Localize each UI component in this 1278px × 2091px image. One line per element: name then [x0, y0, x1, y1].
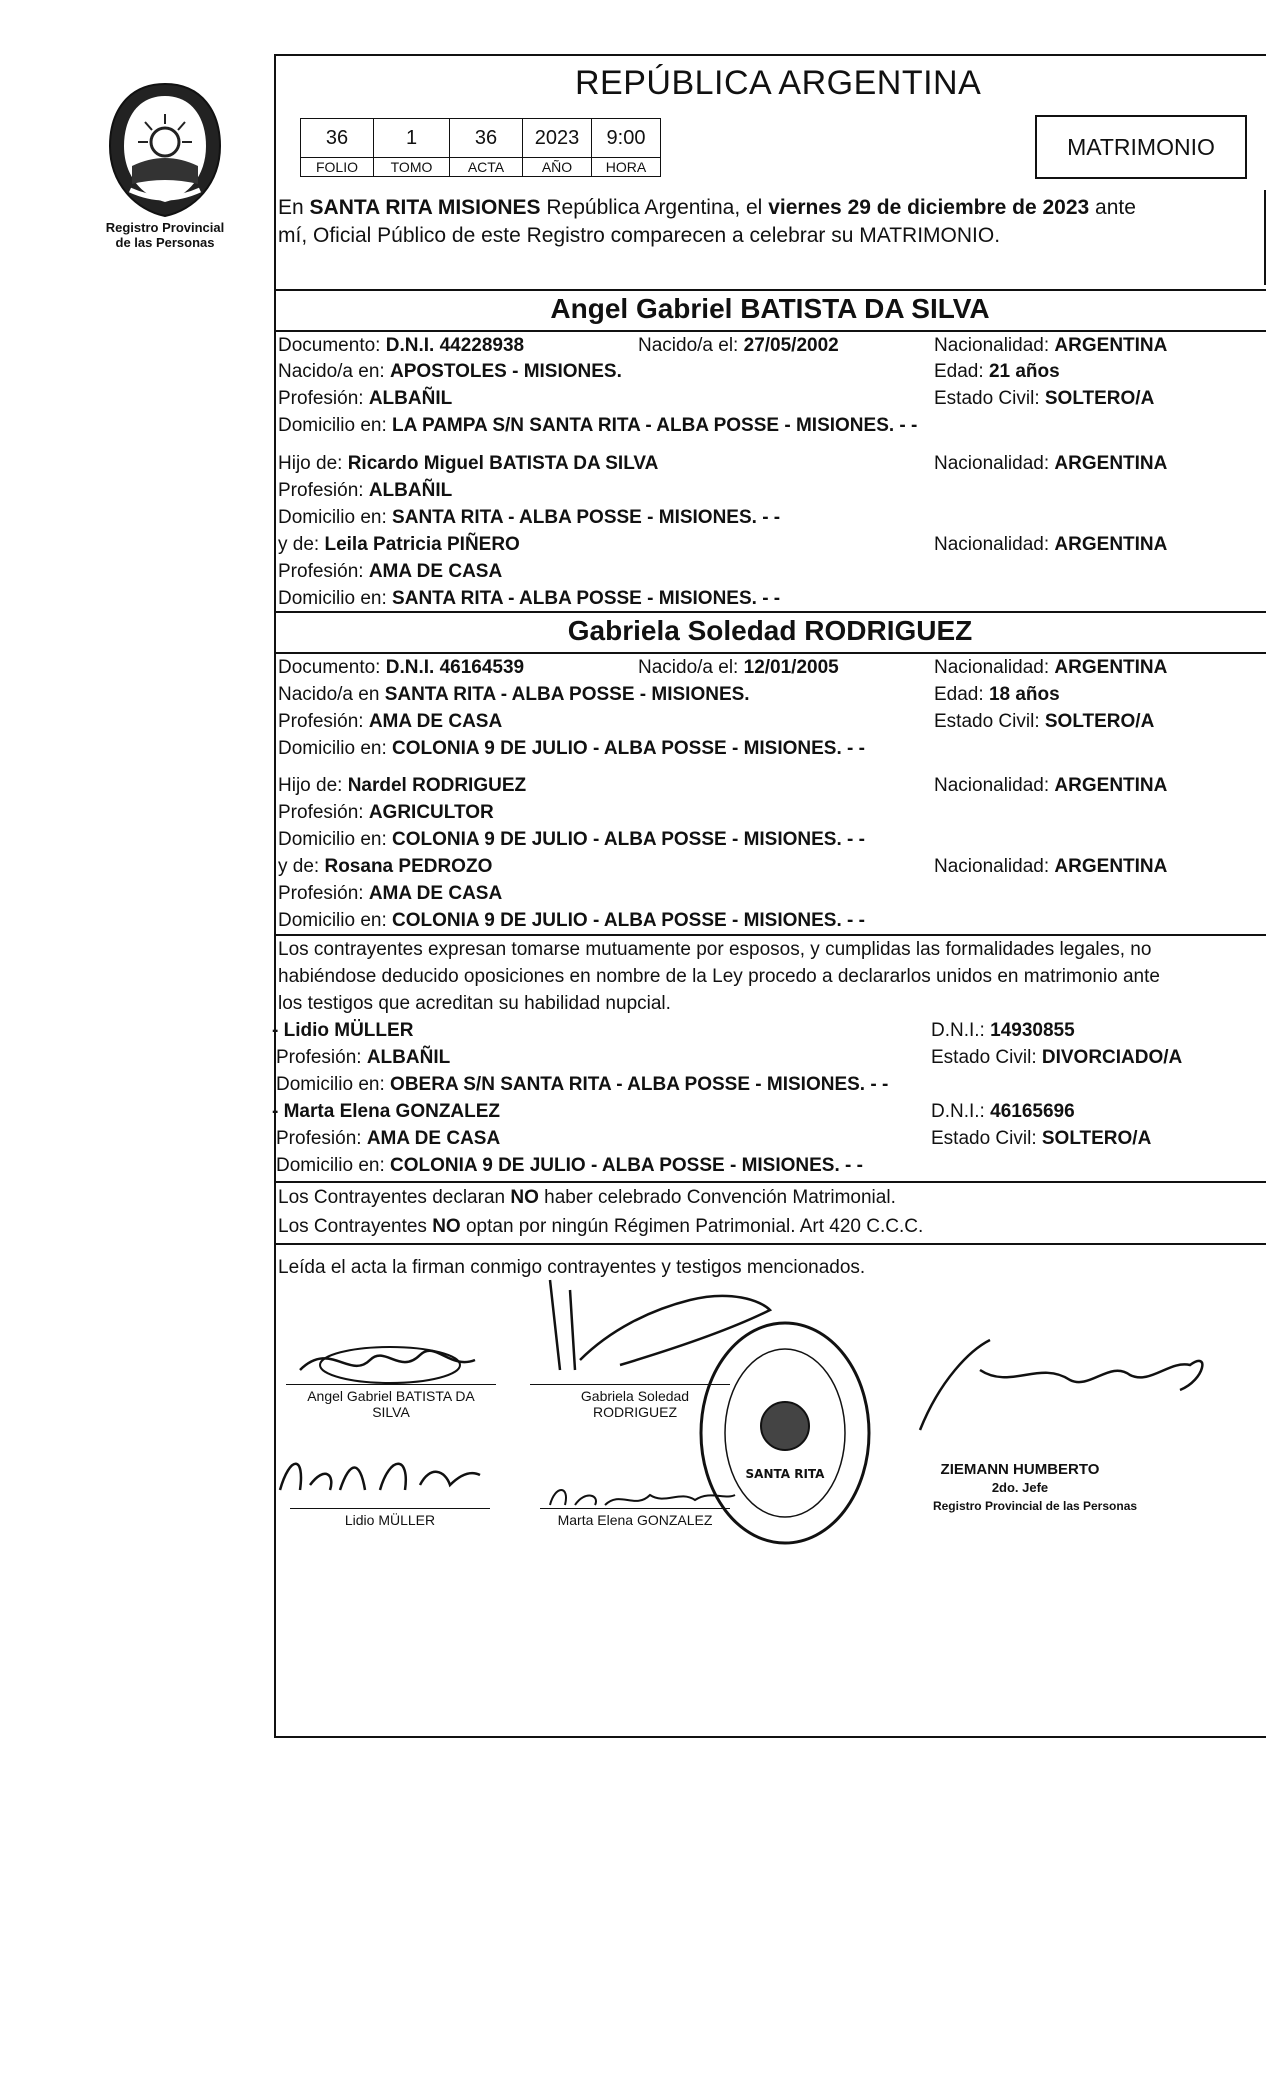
value: SANTA RITA - ALBA POSSE - MISIONES. - - — [392, 588, 781, 609]
value: APOSTOLES - MISIONES. — [389, 361, 622, 382]
declaration-line-3: los testigos que acreditan su habilidad nupcial. — [278, 993, 671, 1014]
registry-caption-line1: Registro Provincial — [105, 220, 225, 235]
year-value: 2023 — [523, 119, 592, 158]
label: y de: — [278, 534, 325, 555]
spouse2-mother-profession — [278, 882, 502, 906]
value: AMA DE CASA — [366, 1128, 501, 1149]
spouse1-birthdate — [638, 334, 839, 358]
value: D.N.I. 44228938 — [385, 335, 525, 356]
time-value: 9:00 — [592, 119, 661, 158]
label: Estado Civil: — [934, 388, 1045, 409]
label: Estado Civil: — [934, 711, 1045, 732]
intro-line-2: mí, Oficial Público de este Registro comparecen a celebrar su MATRIMONIO. — [278, 224, 1001, 247]
value: ARGENTINA — [1054, 657, 1168, 678]
label: Profesión: — [278, 561, 369, 582]
witness1-profession — [276, 1046, 450, 1070]
spouse2-name: Gabriela Soledad RODRIGUEZ — [567, 615, 973, 646]
spouse2-birthdate — [638, 656, 839, 680]
spouse1-nationality — [934, 334, 1167, 358]
value: Nardel RODRIGUEZ — [347, 775, 527, 796]
registry-caption — [84, 220, 246, 250]
regime-line-1 — [278, 1186, 896, 1210]
spouse2-address — [278, 737, 865, 761]
label: Profesión: — [278, 388, 369, 409]
label: Nacionalidad: — [934, 856, 1055, 877]
divider-line — [274, 652, 1266, 654]
time-label: HORA — [592, 158, 661, 177]
value: ALBAÑIL — [368, 388, 453, 409]
caption-line: RODRIGUEZ — [593, 1404, 677, 1420]
witness1-signature — [270, 1445, 490, 1505]
intro-text: República Argentina, el — [540, 196, 769, 219]
spouse1-profession — [278, 387, 452, 411]
spouse2-age — [934, 683, 1060, 707]
label: Domicilio en: — [278, 829, 393, 850]
stamp-center-text: SANTA RITA — [745, 1467, 825, 1481]
witness2-name: - Marta Elena GONZALEZ — [272, 1101, 501, 1122]
spouse2-mother-address — [278, 909, 865, 933]
text-bold: NO — [432, 1216, 461, 1237]
act-type-box: MATRIMONIO — [1035, 115, 1247, 179]
spouse1-mother-nationality — [934, 533, 1167, 557]
spouse1-civil-status — [934, 387, 1154, 411]
witness1-address — [276, 1073, 888, 1097]
declaration-line-2: habiéndose deducido oposiciones en nombre de la Ley procedo a declararlos unidos en matrimonio ante — [278, 966, 1160, 987]
intro-place: SANTA RITA MISIONES — [309, 196, 541, 219]
record-grid — [300, 118, 661, 177]
intro-text: ante — [1089, 196, 1136, 219]
value: ALBAÑIL — [366, 1047, 451, 1068]
spouse1-document — [278, 334, 524, 358]
label: Profesión: — [276, 1047, 367, 1068]
spouse2-profession — [278, 710, 502, 734]
spouse2-father — [278, 774, 526, 798]
document-title: REPÚBLICA ARGENTINA — [575, 64, 982, 102]
acta-label: ACTA — [450, 158, 523, 177]
value: Rosana PEDROZO — [324, 856, 493, 877]
value: SANTA RITA - ALBA POSSE - MISIONES. — [384, 684, 750, 705]
value: AMA DE CASA — [368, 883, 503, 904]
tomo-label: TOMO — [374, 158, 450, 177]
divider-line — [274, 934, 1266, 936]
spouse2-signature-caption — [560, 1388, 710, 1420]
spouse2-nationality — [934, 656, 1167, 680]
divider-line — [274, 330, 1266, 332]
acta-value: 36 — [450, 119, 523, 158]
value: OBERA S/N SANTA RITA - ALBA POSSE - MISIONES. - - — [390, 1074, 889, 1095]
caption-line: Angel Gabriel BATISTA DA — [307, 1388, 475, 1404]
label: Hijo de: — [278, 453, 348, 474]
divider-line — [274, 1243, 1266, 1245]
label: Hijo de: — [278, 775, 348, 796]
label: Domicilio en: — [278, 738, 393, 759]
folio-value: 36 — [301, 119, 374, 158]
value: COLONIA 9 DE JULIO - ALBA POSSE - MISIONES. - - — [392, 910, 865, 931]
spouse1-address — [278, 414, 917, 438]
value: ALBAÑIL — [368, 480, 453, 501]
value: SOLTERO/A — [1044, 711, 1155, 732]
caption-line: SILVA — [372, 1404, 410, 1420]
label: Domicilio en: — [278, 507, 393, 528]
value: ARGENTINA — [1054, 856, 1168, 877]
spouse1-father-profession — [278, 479, 452, 503]
label: Profesión: — [276, 1128, 367, 1149]
label: Edad: — [934, 361, 989, 382]
value: 14930855 — [990, 1020, 1075, 1041]
label: Nacionalidad: — [934, 775, 1055, 796]
value: SOLTERO/A — [1041, 1128, 1152, 1149]
label: D.N.I.: — [931, 1020, 991, 1041]
witness2-dni — [931, 1100, 1075, 1124]
spouse1-name: Angel Gabriel BATISTA DA SILVA — [550, 293, 990, 324]
value: SANTA RITA - ALBA POSSE - MISIONES. - - — [392, 507, 781, 528]
spouse2-father-profession — [278, 801, 494, 825]
text: haber celebrado Convención Matrimonial. — [538, 1187, 896, 1208]
closing-statement: Leída el acta la firman conmigo contrayentes y testigos mencionados. — [278, 1257, 866, 1278]
spouse1-mother — [278, 533, 520, 557]
label: Edad: — [934, 684, 989, 705]
declaration-line-1: Los contrayentes expresan tomarse mutuamente por esposos, y cumplidas las formalidades legales, no — [278, 939, 1152, 960]
value: COLONIA 9 DE JULIO - ALBA POSSE - MISIONES. - - — [390, 1155, 863, 1176]
label: Documento: — [278, 657, 386, 678]
spouse2-document — [278, 656, 524, 680]
value: Ricardo Miguel BATISTA DA SILVA — [347, 453, 659, 474]
spouse2-father-address — [278, 828, 865, 852]
divider-line — [274, 611, 1266, 613]
value: 12/01/2005 — [743, 657, 839, 678]
signature-line — [286, 1384, 496, 1385]
value: 18 años — [988, 684, 1060, 705]
spouse2-civil-status — [934, 710, 1154, 734]
spouse2-mother — [278, 855, 492, 879]
spouse1-father-nationality — [934, 452, 1167, 476]
witness1-name: - Lidio MÜLLER — [272, 1020, 414, 1041]
official-role: 2do. Jefe — [991, 1480, 1049, 1495]
spouse2-father-nationality — [934, 774, 1167, 798]
label: Domicilio en: — [278, 588, 393, 609]
regime-line-2 — [278, 1215, 923, 1239]
value: ARGENTINA — [1054, 335, 1168, 356]
intro-text: En — [278, 196, 310, 219]
official-office: Registro Provincial de las Personas — [932, 1499, 1138, 1513]
label: Nacionalidad: — [934, 657, 1055, 678]
label: Nacido/a el: — [638, 657, 744, 678]
value: SOLTERO/A — [1044, 388, 1155, 409]
spouse1-father-address — [278, 506, 780, 530]
witness1-dni — [931, 1019, 1075, 1043]
label: Nacionalidad: — [934, 453, 1055, 474]
label: Nacido/a el: — [638, 335, 744, 356]
official-stamp — [695, 1318, 875, 1548]
label: Nacionalidad: — [934, 534, 1055, 555]
year-label: AÑO — [523, 158, 592, 177]
folio-label: FOLIO — [301, 158, 374, 177]
caption-line: Gabriela Soledad — [580, 1388, 690, 1404]
divider-line — [274, 1181, 1266, 1183]
label: Profesión: — [278, 883, 369, 904]
registry-caption-line2: de las Personas — [115, 235, 215, 250]
value: AGRICULTOR — [368, 802, 494, 823]
intro-line-1 — [278, 196, 1136, 220]
frame-right-line — [1264, 190, 1266, 285]
signature-line — [290, 1508, 490, 1509]
label: Domicilio en: — [276, 1074, 391, 1095]
witness2-profession — [276, 1127, 500, 1151]
label: Nacido/a en: — [278, 361, 390, 382]
witness2-address — [276, 1154, 863, 1178]
provincial-seal-logo — [100, 80, 230, 220]
spouse1-father — [278, 452, 658, 476]
label: Nacido/a en — [278, 684, 385, 705]
text: Los Contrayentes — [278, 1216, 433, 1237]
value: AMA DE CASA — [368, 711, 503, 732]
value: Leila Patricia PIÑERO — [324, 534, 520, 555]
value: DIVORCIADO/A — [1041, 1047, 1183, 1068]
spouse1-mother-profession — [278, 560, 502, 584]
spouse1-birthplace — [278, 360, 622, 384]
value: COLONIA 9 DE JULIO - ALBA POSSE - MISIONES. - - — [392, 738, 865, 759]
label: Profesión: — [278, 802, 369, 823]
spouse2-birthplace — [278, 683, 750, 707]
spouse1-mother-address — [278, 587, 780, 611]
value: ARGENTINA — [1054, 453, 1168, 474]
value: D.N.I. 46164539 — [385, 657, 525, 678]
divider-line — [274, 289, 1266, 291]
label: Estado Civil: — [931, 1128, 1042, 1149]
text: Los Contrayentes declaran — [278, 1187, 511, 1208]
tomo-value: 1 — [374, 119, 450, 158]
witness1-civil-status — [931, 1046, 1182, 1070]
value: 46165696 — [990, 1101, 1075, 1122]
label: Profesión: — [278, 480, 369, 501]
label: Domicilio en: — [276, 1155, 391, 1176]
spouse1-age — [934, 360, 1060, 384]
value: ARGENTINA — [1054, 775, 1168, 796]
label: Profesión: — [278, 711, 369, 732]
frame-top-line — [274, 54, 1266, 56]
label: Nacionalidad: — [934, 335, 1055, 356]
label: D.N.I.: — [931, 1101, 991, 1122]
value: AMA DE CASA — [368, 561, 503, 582]
label: Documento: — [278, 335, 386, 356]
value: COLONIA 9 DE JULIO - ALBA POSSE - MISIONES. - - — [392, 829, 865, 850]
spouse1-signature — [290, 1330, 490, 1390]
witness2-civil-status — [931, 1127, 1151, 1151]
label: y de: — [278, 856, 325, 877]
spouse1-signature-caption — [286, 1388, 496, 1420]
label: Domicilio en: — [278, 910, 393, 931]
value: LA PAMPA S/N SANTA RITA - ALBA POSSE - MISIONES. - - — [392, 415, 918, 436]
spouse2-mother-nationality — [934, 855, 1167, 879]
text: optan por ningún Régimen Patrimonial. Art 420 C.C.C. — [460, 1216, 924, 1237]
value: 27/05/2002 — [743, 335, 839, 356]
official-name: ZIEMANN HUMBERTO — [940, 1461, 1100, 1478]
intro-date: viernes 29 de diciembre de 2023 — [768, 196, 1090, 219]
label: Domicilio en: — [278, 415, 393, 436]
official-signature — [900, 1320, 1220, 1450]
value: ARGENTINA — [1054, 534, 1168, 555]
witness1-signature-caption: Lidio MÜLLER — [344, 1512, 436, 1528]
value: 21 años — [988, 361, 1060, 382]
label: Estado Civil: — [931, 1047, 1042, 1068]
text-bold: NO — [510, 1187, 539, 1208]
witness2-signature-caption: Marta Elena GONZALEZ — [557, 1512, 713, 1528]
frame-bottom-line — [274, 1736, 1266, 1738]
